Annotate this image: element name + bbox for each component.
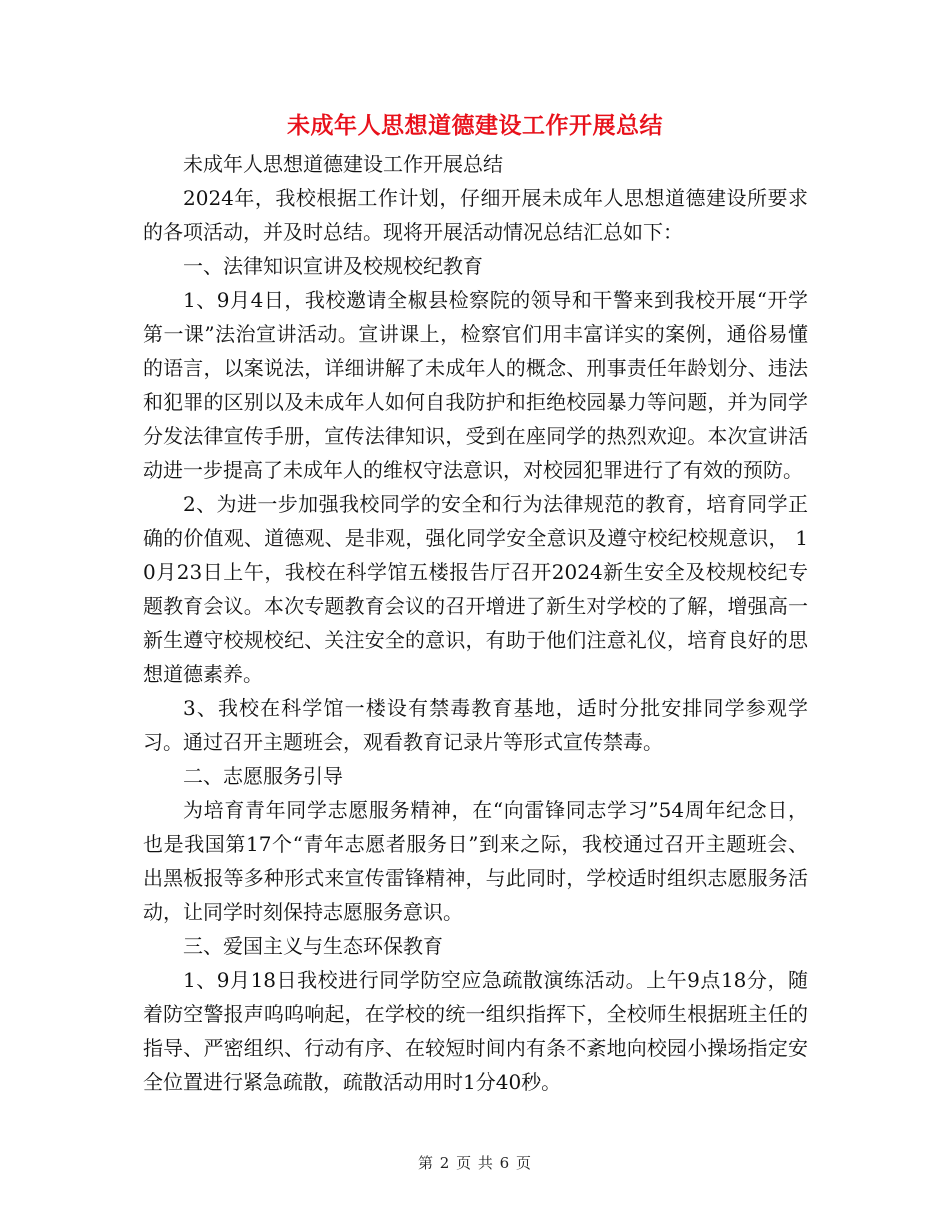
paragraph-law-2: 2、为进一步加强我校同学的安全和行为法律规范的教育，培育同学正确的价值观、道德观、是非观，强化同学安全意识及遵守校纪校规意识， 10月23日上午，我校在科学馆五楼报告厅召开2024新生安全及校规校纪专题教育会议。本次专题教育会议的召开增进了新生对学校的了解，增强高一新生遵守校规校纪、关注安全的意识，有助于他们注意礼仪，培育良好的思想道德素养。	[143, 492, 808, 686]
paragraph-subtitle: 未成年人思想道德建设工作开展总结	[183, 152, 503, 176]
document-body	[143, 147, 808, 1099]
section-heading-patriotism: 三、爱国主义与生态环保教育	[183, 934, 443, 958]
section-heading-volunteer: 二、志愿服务引导	[183, 764, 343, 788]
paragraph-law-1: 1、9月4日，我校邀请全椒县检察院的领导和干警来到我校开展“开学第一课”法治宣讲活动。宣讲课上，检察官们用丰富详实的案例，通俗易懂的语言，以案说法，详细讲解了未成年人的概念、刑事责任年龄划分、违法和犯罪的区别以及未成年人如何自我防护和拒绝校园暴力等问题，并为同学分发法律宣传手册，宣传法律知识，受到在座同学的热烈欢迎。本次宣讲活动进一步提高了未成年人的维权守法意识，对校园犯罪进行了有效的预防。	[143, 288, 808, 482]
page-number-footer: 第 2 页 共 6 页	[418, 1154, 532, 1172]
section-heading-law: 一、法律知识宣讲及校规校纪教育	[183, 254, 483, 278]
paragraph-patriotism-1: 1、9月18日我校进行同学防空应急疏散演练活动。上午9点18分，随着防空警报声呜呜响起，在学校的统一组织指挥下，全校师生根据班主任的指导、严密组织、行动有序、在较短时间内有条不紊地向校园小操场指定安全位置进行紧急疏散，疏散活动用时1分40秒。	[143, 968, 808, 1094]
document-title: 未成年人思想道德建设工作开展总结	[287, 112, 663, 139]
paragraph-volunteer: 为培育青年同学志愿服务精神，在“向雷锋同志学习”54周年纪念日，也是我国第17个“青年志愿者服务日”到来之际，我校通过召开主题班会、出黑板报等多种形式来宣传雷锋精神，与此同时，学校适时组织志愿服务活动，让同学时刻保持志愿服务意识。	[143, 798, 808, 924]
paragraph-intro: 2024年，我校根据工作计划，仔细开展未成年人思想道德建设所要求的各项活动，并及时总结。现将开展活动情况总结汇总如下：	[143, 186, 808, 244]
paragraph-law-3: 3、我校在科学馆一楼设有禁毒教育基地，适时分批安排同学参观学习。通过召开主题班会，观看教育记录片等形式宣传禁毒。	[143, 696, 808, 754]
